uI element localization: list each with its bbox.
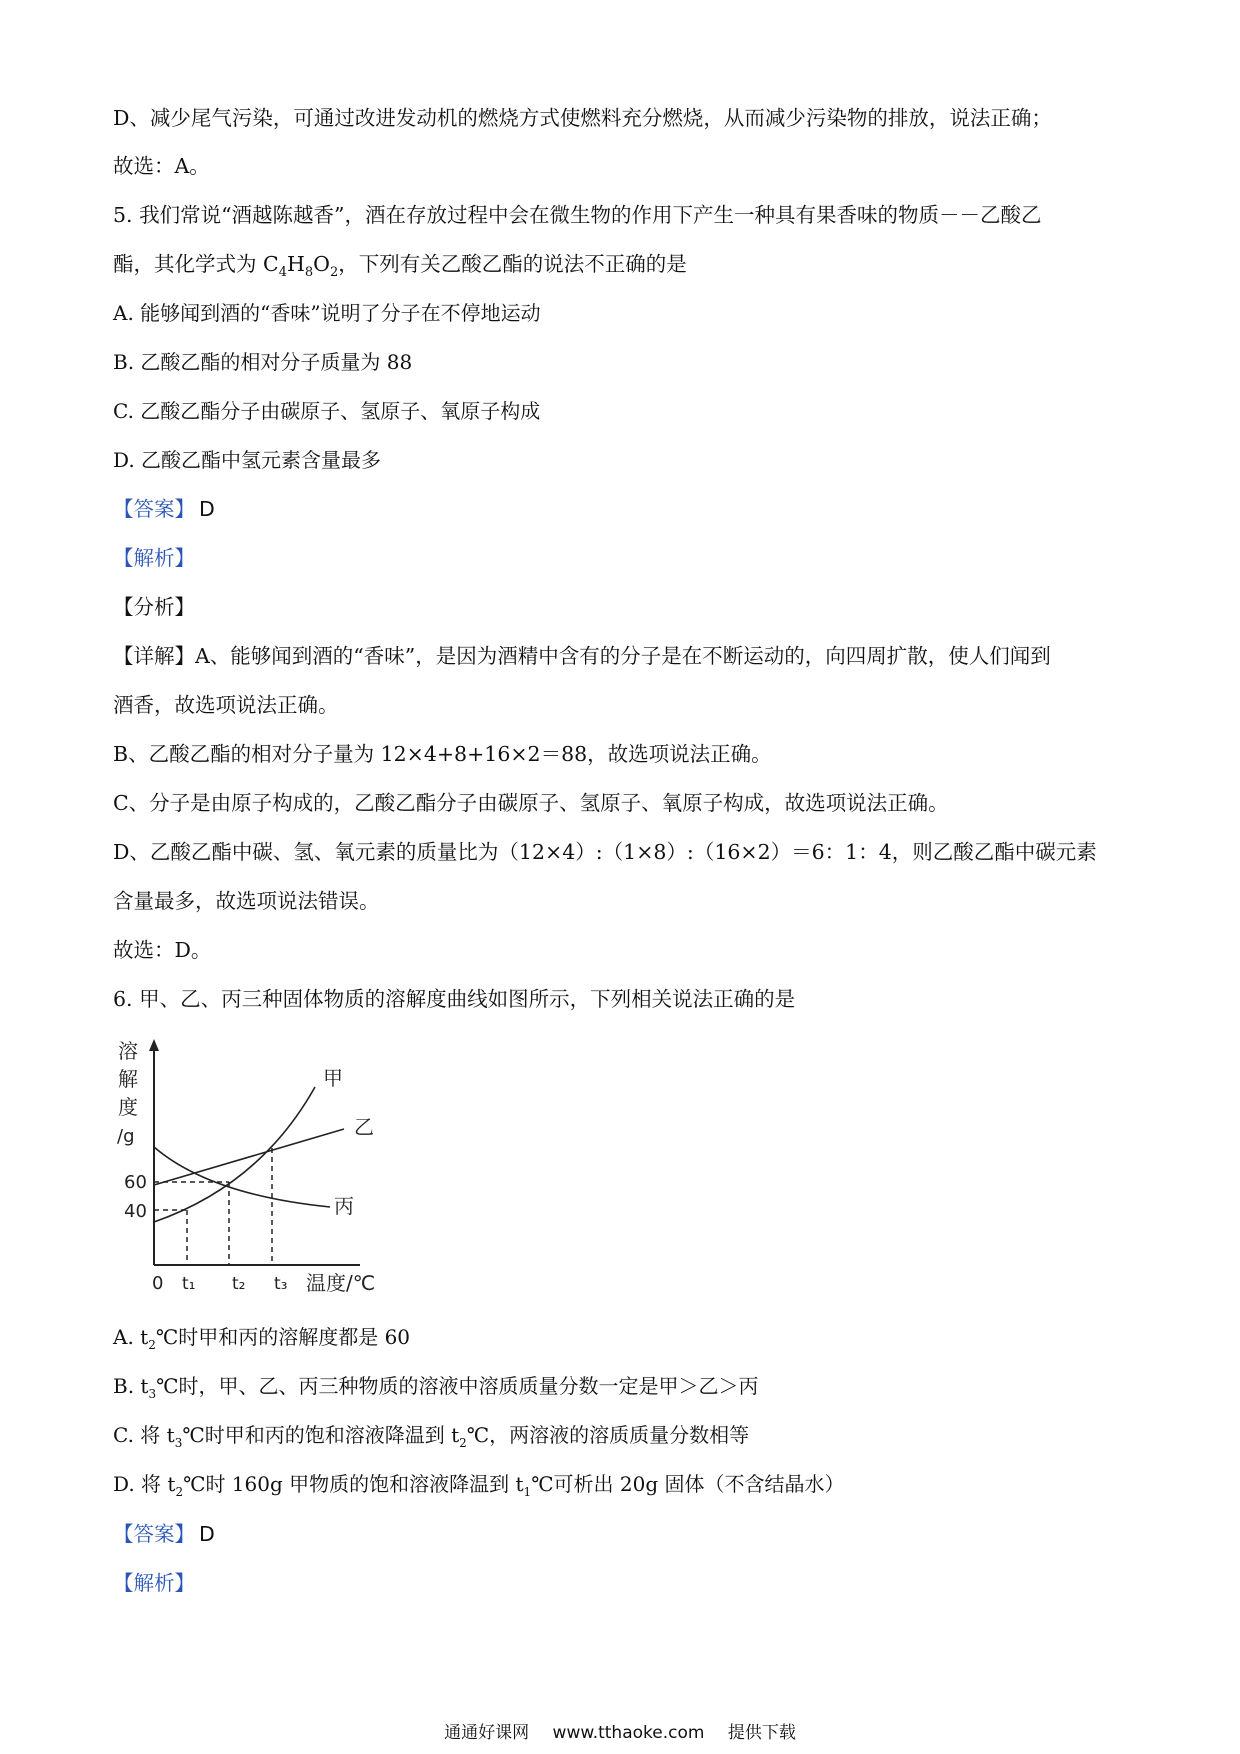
x-tick-t1: t₁ — [182, 1274, 196, 1294]
q6-option-b: B. $t_3℃$时，甲、乙、丙三种物质的溶液中溶质质量分数一定是甲＞乙＞丙 — [113, 1374, 759, 1401]
y-axis-arrow — [149, 1039, 159, 1051]
q5-fenxi-tag: 【分析】 — [113, 595, 195, 619]
q5-answer: 【答案】 D — [113, 497, 215, 521]
y-label-char: 溶 — [118, 1039, 138, 1063]
q5-detail: 【详解】A、能够闻到酒的“香味”，是因为酒精中含有的分子是在不断运动的，向四周扩散，使人们闻到 — [113, 644, 1051, 668]
footer-site-name: 通通好课网 — [444, 1723, 530, 1743]
q5-option-b: B. 乙酸乙酯的相对分子质量为 88 — [113, 350, 413, 374]
q5-option-c: C. 乙酸乙酯分子由碳原子、氢原子、氧原子构成 — [113, 399, 541, 423]
x-tick-t2: t₂ — [232, 1274, 246, 1294]
footer-url[interactable]: www.tthaoke.com — [552, 1723, 705, 1743]
label-bing: 丙 — [334, 1194, 354, 1218]
y-tick-40: 40 — [124, 1201, 147, 1222]
label-yi: 乙 — [354, 1115, 374, 1139]
page-footer — [0, 1718, 1240, 1743]
question-5-stem-cont: 酯，其化学式为 $C_4H_8O_2$，下列有关乙酸乙酯的说法不正确的是 — [113, 252, 687, 281]
q5-detail: B、乙酸乙酯的相对分子量为 12×4+8+16×2＝88，故选项说法正确。 — [113, 742, 772, 766]
q5-conclusion: 故选：D。 — [113, 938, 212, 962]
x-origin: 0 — [152, 1273, 164, 1294]
q5-detail: C、分子是由原子构成的，乙酸乙酯分子由碳原子、氢原子、氧原子构成，故选项说法正确。 — [113, 791, 949, 815]
x-tick-t3: t₃ — [274, 1274, 288, 1294]
q5-option-d: D. 乙酸乙酯中氢元素含量最多 — [113, 448, 382, 472]
q5-analysis-tag: 【解析】 — [113, 546, 195, 570]
x-label: 温度/℃ — [306, 1271, 376, 1295]
q6-analysis-tag: 【解析】 — [113, 1571, 195, 1595]
q5-detail: 酒香，故选项说法正确。 — [113, 693, 339, 717]
text-line: D、减少尾气污染，可通过改进发动机的燃烧方式使燃料充分燃烧，从而减少污染物的排放，说法正确； — [113, 106, 1052, 130]
q6-answer: 【答案】 D — [113, 1522, 215, 1546]
curve-yi — [154, 1129, 344, 1185]
question-6-stem: 6. 甲、乙、丙三种固体物质的溶解度曲线如图所示，下列相关说法正确的是 — [113, 987, 796, 1011]
q5-detail: D、乙酸乙酯中碳、氢、氧元素的质量比为（12×4）:（1×8）:（16×2）＝6：1：4，则乙酸乙酯中碳元素 — [113, 840, 1097, 864]
q5-detail: 含量最多，故选项说法错误。 — [113, 889, 380, 913]
text-line: 故选：A。 — [113, 154, 210, 178]
q6-option-d: D. 将 $t_2℃$时 160g 甲物质的饱和溶液降温到 $t_1℃$可析出 20g 固体（不含结晶水） — [113, 1472, 845, 1499]
q6-option-c: C. 将 $t_3℃$时甲和丙的饱和溶液降温到 $t_2℃$，两溶液的溶质质量分数相等 — [113, 1423, 750, 1450]
q6-option-a: A. $t_2℃$时甲和丙的溶解度都是 60 — [113, 1325, 411, 1352]
q5-option-a: A. 能够闻到酒的“香味”说明了分子在不停地运动 — [113, 301, 541, 325]
y-label-char: /g — [117, 1126, 135, 1147]
solubility-curve-figure — [110, 1035, 410, 1310]
y-tick-60: 60 — [124, 1172, 147, 1193]
question-5-stem: 5. 我们常说“酒越陈越香”，酒在存放过程中会在微生物的作用下产生一种具有果香味的物质－－乙酸乙 — [113, 203, 1042, 227]
y-label-char: 解 — [118, 1067, 138, 1091]
y-label-char: 度 — [118, 1095, 138, 1119]
footer-note: 提供下载 — [727, 1723, 796, 1743]
label-jia: 甲 — [323, 1066, 343, 1090]
